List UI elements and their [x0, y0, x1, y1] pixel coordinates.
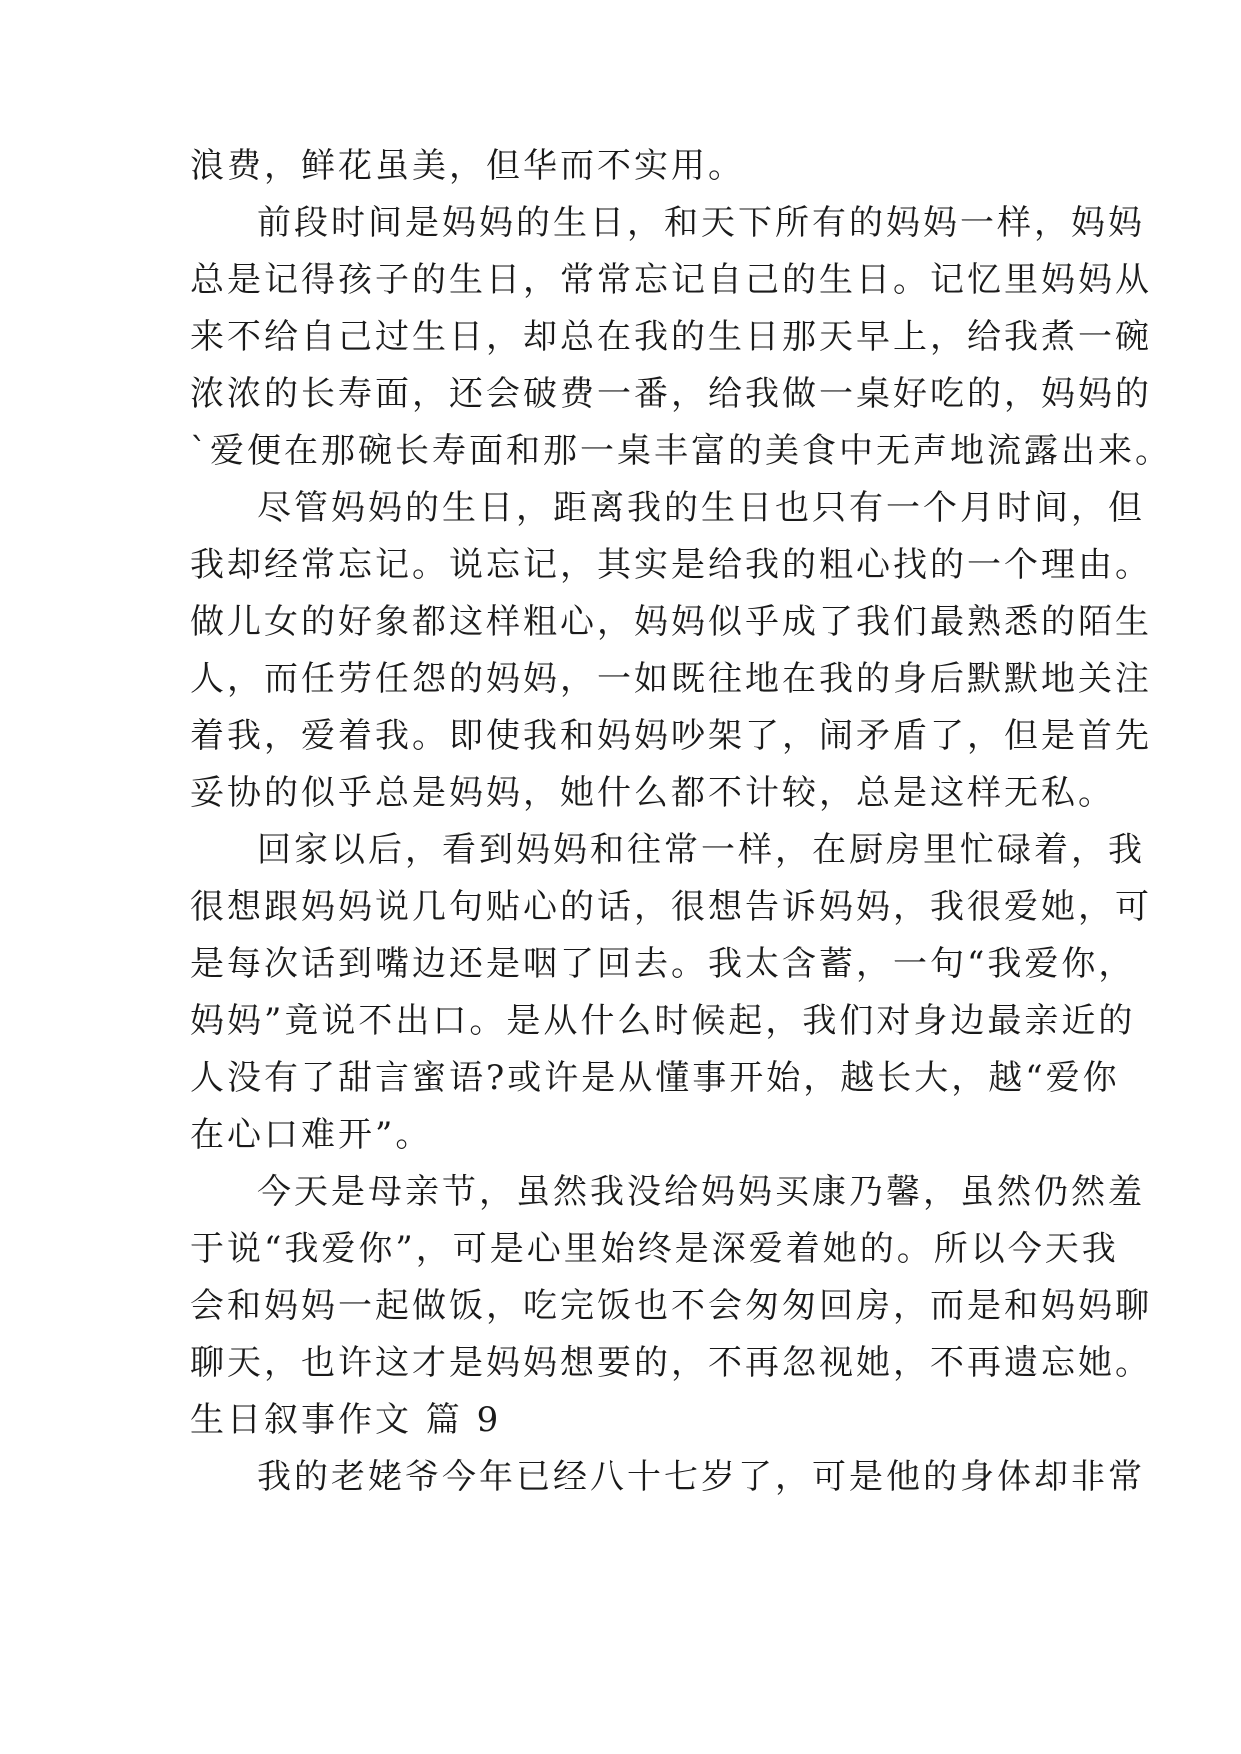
text-line: 总是记得孩子的生日，常常忘记自己的生日。记忆里妈妈从: [190, 260, 1152, 300]
text-line: 是每次话到嘴边还是咽了回去。我太含蓄，一句“我爱你，: [190, 944, 1136, 984]
section-heading: 生日叙事作文 篇 9: [190, 1400, 502, 1440]
text-line: 很想跟妈妈说几句贴心的话，很想告诉妈妈，我很爱她，可: [190, 887, 1152, 927]
text-line: 着我，爱着我。即使我和妈妈吵架了，闹矛盾了，但是首先: [190, 716, 1152, 756]
text-line: 尽管妈妈的生日，距离我的生日也只有一个月时间，但: [257, 488, 1145, 528]
text-line: 会和妈妈一起做饭，吃完饭也不会匆匆回房，而是和妈妈聊: [190, 1286, 1152, 1326]
text-line: 今天是母亲节，虽然我没给妈妈买康乃馨，虽然仍然羞: [257, 1172, 1145, 1212]
text-line: 回家以后，看到妈妈和往常一样，在厨房里忙碌着，我: [257, 830, 1145, 870]
text-line: 来不给自己过生日，却总在我的生日那天早上，给我煮一碗: [190, 317, 1152, 357]
text-line: 于说“我爱你”，可是心里始终是深爱着她的。所以今天我: [190, 1229, 1119, 1269]
text-line: 我的老姥爷今年已经八十七岁了，可是他的身体却非常: [257, 1457, 1145, 1497]
text-line: 妥协的似乎总是妈妈，她什么都不计较，总是这样无私。: [190, 773, 1115, 813]
text-line: 妈妈”竟说不出口。是从什么时候起，我们对身边最亲近的: [190, 1001, 1136, 1041]
text-line: 人没有了甜言蜜语?或许是从懂事开始，越长大，越“爱你: [190, 1058, 1120, 1098]
text-line: `爱便在那碗长寿面和那一桌丰富的美食中无声地流露出来。: [190, 431, 1172, 471]
text-line: 浓浓的长寿面，还会破费一番，给我做一桌好吃的，妈妈的: [190, 374, 1152, 414]
text-line: 做儿女的好象都这样粗心，妈妈似乎成了我们最熟悉的陌生: [190, 602, 1152, 642]
text-line: 浪费，鲜花虽美，但华而不实用。: [190, 146, 745, 186]
text-line: 前段时间是妈妈的生日，和天下所有的妈妈一样，妈妈: [257, 203, 1145, 243]
text-line: 聊天，也许这才是妈妈想要的，不再忽视她，不再遗忘她。: [190, 1343, 1152, 1383]
text-line: 人，而任劳任怨的妈妈，一如既往地在我的身后默默地关注: [190, 659, 1152, 699]
text-line: 在心口难开”。: [190, 1115, 433, 1155]
text-line: 我却经常忘记。说忘记，其实是给我的粗心找的一个理由。: [190, 545, 1152, 585]
